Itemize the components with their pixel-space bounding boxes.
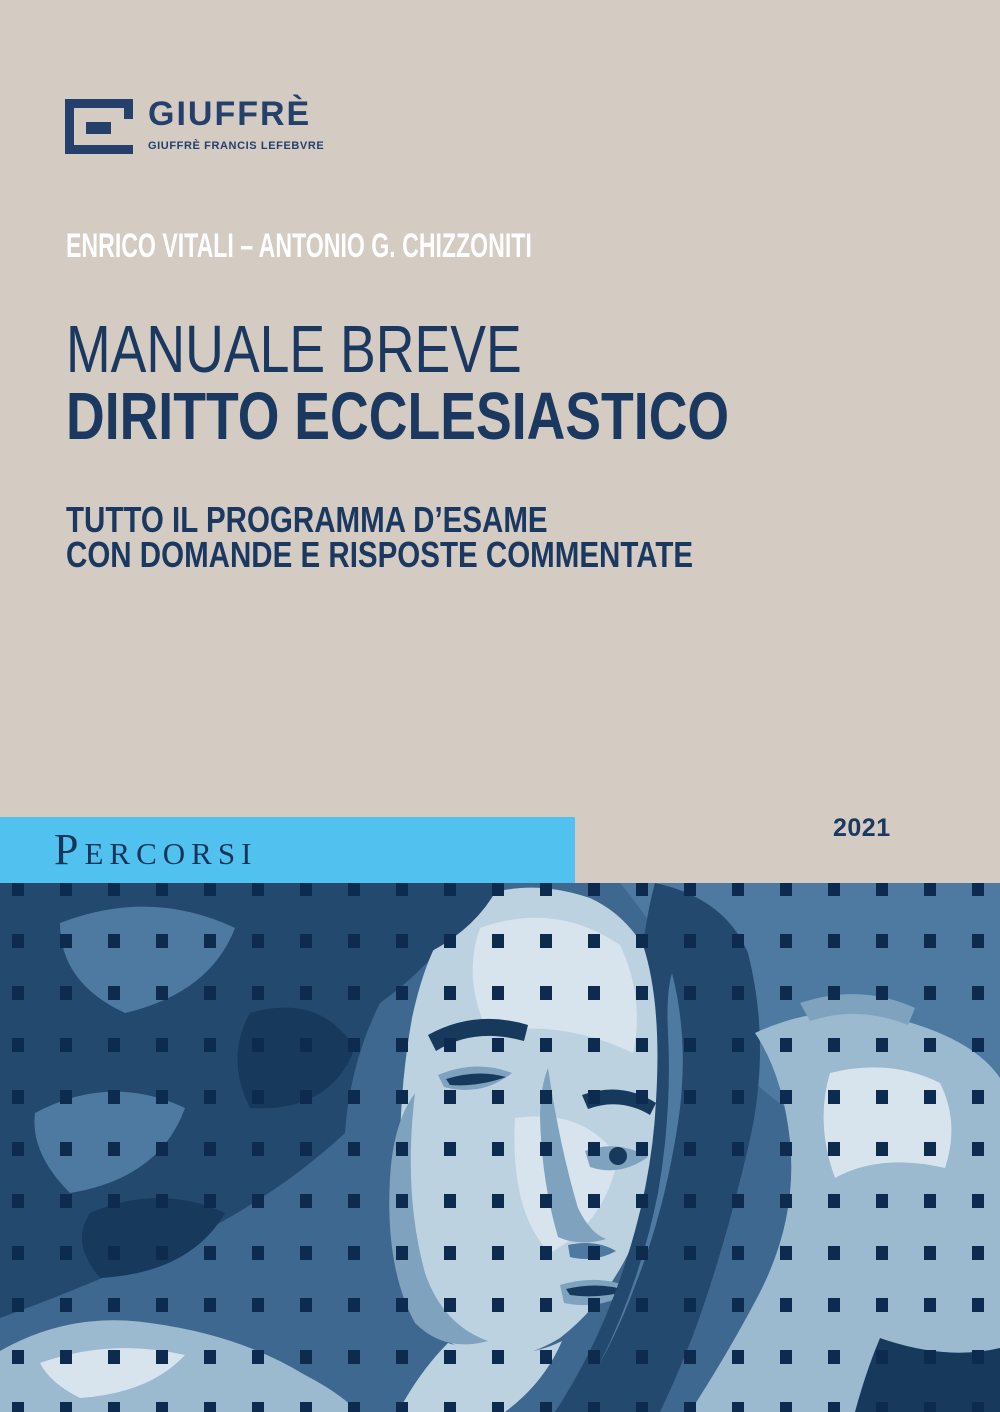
book-title: [66, 312, 895, 454]
giuffre-logo: [65, 95, 325, 154]
cover-artwork: [0, 883, 1000, 1412]
book-subtitle: [66, 499, 694, 575]
dot-grid-overlay: [0, 883, 1000, 1412]
book-title-line2: DIRITTO ECCLESIASTICO: [66, 379, 730, 454]
book-subtitle-line2: CON DOMANDE E RISPOSTE COMMENTATE: [66, 534, 694, 575]
giuffre-logo-icon: [65, 99, 133, 154]
edition-year: 2021: [833, 814, 891, 842]
logo-text-block: [148, 97, 324, 152]
portrait-illustration: [0, 883, 1000, 1412]
book-title-line1: MANUALE BREVE: [66, 312, 522, 387]
book-subtitle-line1: TUTTO IL PROGRAMMA D’ESAME: [66, 499, 548, 540]
authors-line: ENRICO VITALI – ANTONIO G. CHIZZONITI: [66, 227, 532, 265]
series-name: Percorsi: [54, 825, 258, 874]
brand-subtitle: GIUFFRÈ FRANCIS LEFEBVRE: [148, 140, 325, 152]
series-band: [0, 817, 575, 883]
brand-name: GIUFFRÈ: [148, 95, 312, 133]
